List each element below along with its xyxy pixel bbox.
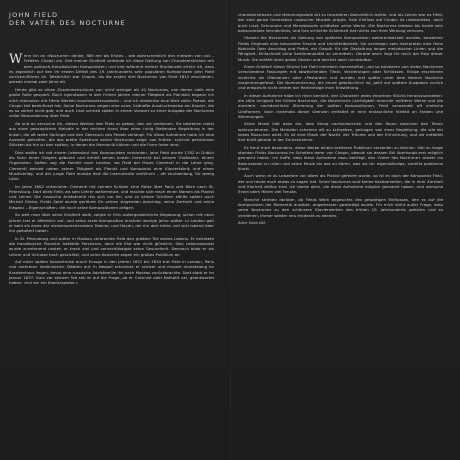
body-paragraph: Im Jahre 1802 unternahm Clementi mit seinem Schüler eine Reise über Paris und Wien nach St. Petersburg. Dort blieb Field, als sein Lehrer weiterreiste, und machte sich rasch einen Namen als Pianist und Lehrer. Die russische Aristokratie riss sich um ihn, und zu seinen Schülern zählte später auch Michail Glinka. Fields Spiel wurde gerühmt für seinen singenden Anschlag, seine Zartheit und seine Eleganz – Eigenschaften, die auch seine Kompositionen prägen. (9, 183, 214, 210)
body-paragraph: charakteristische und stimmungsvolle Art zu musizieren überzeitlich wirkte, und als Lehrer war es Field, der eine ganze Generation russischer Musiker prägte. Sein Einfluss auf Chopin ist unbestritten, doch auch Liszt, Schumann und Mendelssohn schätzten seine Werke. Die Nocturnes bleiben bis heute sein bekanntestes Vermächtnis, und ihre schlichte Schönheit hat nichts von ihrer Wirkung verloren. (238, 12, 443, 33)
author-signature: Alice Sara Ott (238, 220, 266, 226)
page-title (9, 12, 214, 27)
body-paragraph: Einen Großteil dieser Stücke hat Field mehrfach überarbeitet, und so existieren von vielen Nocturnes verschiedene Fassungen mit abweichenden Titeln, Verzierungen oder Schlüssen. Einige erschienen zunächst als »Romanze« oder »Pastorale« und wurden erst später unter dem Namen Nocturne zusammengefasst. Die Nummerierung, die heute gebräuchlich ist, geht auf spätere Ausgaben zurück und entspricht nicht immer der Reihenfolge ihrer Entstehung. (238, 64, 443, 91)
title-line-composer: JOHN FIELD (9, 11, 59, 19)
body-paragraph: So weit man über seine Kindheit weiß, zeigte er früh außergewöhnliche Begabung; schon mit neun Jahren trat er öffentlich auf, und seine erste Komposition erschien wenige Jahre später. In London galt er bald als eines der vielversprechendsten Talente, und Haydn, der ihn dort hörte, soll sich lobend über ihn geäußert haben. (9, 212, 214, 234)
left-page (9, 12, 214, 288)
page-spine (229, 0, 231, 460)
right-page (238, 12, 443, 228)
title-line-subtitle: DER VATER DES NOCTURNE (9, 18, 126, 27)
body-paragraph: In St. Petersburg und später in Moskau verbrachte Field den größten Teil seines Lebens. Er heiratete die französische Pianistin Adélaïde Percheron, doch die Ehe war nicht glücklich. Sein Lebenswandel wurde zunehmend unstet; er trank viel und vernachlässigte seine Gesundheit. Dennoch blieb er als Lehrer und Virtuose hoch geschätzt, und seine Konzerte zogen ein großes Publikum an. (9, 235, 214, 257)
body-paragraph: Manche streiten darüber, ob Fields Werk angesichts des gewaltigen Einflusses, den es auf die Komponisten der Romantik ausübte, angemessen gewürdigt wurde. Für mich steht außer Frage, dass seine Nocturnes zu den schönsten Klavierwerken des frühen 19. Jahrhunderts gehören und es verdienen, immer wieder neu entdeckt zu werden. (238, 196, 443, 218)
body-paragraph: Auch wenn er zu Lebzeiten vor allem als Pianist gefeiert wurde, so ist es doch der Komponist Field, der uns heute noch etwas zu sagen hat. Seine Nocturnes sind kleine Kostbarkeiten, die in ihrer Zartheit und Klarheit zeitlos sind. Ich danke allen, die diese Aufnahme möglich gemacht haben, und wünsche Ihnen beim Hören viel Freude. (238, 173, 443, 195)
body-paragraph: Dies wollte ich mit einem Lebenslauf des Komponisten verbinden. John Field wurde 1782 in Dublin als Sohn eines Geigers geboren und erhielt seinen ersten Unterricht bei seinem Großvater, einem Organisten. Später zog die Familie nach London, wo Field bei Muzio Clementi in die Lehre ging. Clementi betrieb neben seiner Tätigkeit als Pianist und Komponist eine Klavierfabrik und einen Musikverlag, und der junge Field musste dort die Instrumente vorführen – oft stundenlang, für wenig Lohn. (9, 149, 214, 182)
body-paragraph: Heute gibt es einen Zusammenschluss von nicht weniger als 41 Nocturnes, von denen viele eine große Rolle gespielt. Doch irgendwann in den frühen Jahren meiner Tätigkeit als Pianistin begann ich mich intensiver mit Fields Werken auseinanderzusetzen – und ich entdeckte eine Welt voller Poesie, die Chopin tief beeinflusst hat. Seine Nocturnes zeigen eine neue, liedhafte Ausdrucksweise am Klavier, die es so vorher nicht gab; und auch Liszt schrieb später in einem Vorwort zu einer Ausgabe der Nocturnes voller Bewunderung über Field. (9, 86, 214, 119)
body-paragraph: Ab und an versuche ich, diesen Werken den Platz zu geben, den sie verdienen. Sie bestehen meist aus einer gesanglichen Melodie in der rechten Hand über einer ruhig fließenden Begleitung in der linken, die oft weite Sprünge und den Gebrauch des Pedals verlangt. Für diese Aufnahme habe ich eine Auswahl getroffen, die das breite Spektrum seiner Nocturnes zeigt: von frühen, schlicht gehaltenen Stücken bis hin zu den späten, in denen die Harmonik kühner und die Form freier wird. (9, 120, 214, 148)
body-paragraph: Auf einer späten Konzertreise durch Europa in den Jahren 1831 bis 1834 trat Field in London, Paris und mehreren italienischen Städten auf. In Neapel erkrankte er schwer und musste monatelang im Krankenhaus liegen, bevor eine russische Adelsfamilie ihn nach Moskau zurückbrachte. Dort starb er im Januar 1837. Kurz vor seinem Tod soll er auf die Frage, ob er Calvinist oder Katholik sei, geantwortet haben: »Ich bin ein Klavierspieler.« (9, 259, 214, 286)
body-paragraph: Wenn ich an »Nocturne« denke, fällt mir als Erstes – wie wahrscheinlich den meisten von uns – Frédéric Chopin ein. Seit meiner Kindheit verbinde ich diese Gattung von Charakterstücken mit dem polnisch-französischen Komponisten; und erst während meiner Studienzeit erfuhr ich, dass es eigentlich auf den im ersten Drittel des 19. Jahrhunderts sehr populären Komponisten John Field zurückzuführen ist. Tatsächlich war Chopin, als die ersten drei Nocturnes von Field 1812 erschienen, gerade einmal zwei Jahre alt. (9, 51, 214, 85)
body-paragraph: In dieser Aufnahme habe ich mich bemüht, den Charakter jedes einzelnen Stücks herauszuarbeiten: die stille Innigkeit der frühen Nocturnes, die tänzerische Leichtigkeit mancher mittlerer Werke und die dunklere, nachdenkliche Stimmung der späten Kompositionen. Field verwendet oft einfache Liedformen, doch innerhalb dieser Grenzen entfaltet er eine erstaunliche Vielfalt an Farben und Stimmungen. (238, 92, 443, 119)
body-paragraph: Seine Musik lädt dazu ein, dem Klang nachzuhorchen und den Raum zwischen den Tönen wahrzunehmen. Die Melodien scheinen oft zu schweben, getragen von einer Begleitung, die wie ein leises Rauschen wirkt. Es ist eine Musik der Nacht, der Träume und der Erinnerung, und sie entfaltet ihre Kraft gerade in der Zurücknahme. (238, 121, 443, 143)
drop-cap: W (9, 51, 23, 67)
body-paragraph: Es freut mich besonders, diese Werke einem breiteren Publikum vorstellen zu können. Viel zu lange standen Fields Nocturnes im Schatten derer von Chopin, obwohl sie dessen Stil überhaupt erst möglich gemacht haben. Ich hoffe, dass diese Aufnahme dazu beiträgt, den »Vater des Nocturne« wieder ins Bewusstsein zu rufen und seine Musik als das zu hören, was sie ist: eigenständige, zutiefst poetische Kunst. (238, 144, 443, 171)
body-paragraph: Obwohl die Nocturnes als Gattung von späteren Komponisten weiterentwickelt wurden, bewahren Fields Originale eine besondere Frische und Unmittelbarkeit. Sie verlangen vom Interpreten eine feine Kontrolle über Anschlag und Pedal, ein Gespür für die Gestaltung langer melodischer Linien und die Fähigkeit, Einfachheit ohne Sentimentalität zu vermitteln. Gerade darin liegt für mich der Reiz dieser Musik: Sie erzählt ohne große Gesten und berührt doch unmittelbar. (238, 35, 443, 62)
